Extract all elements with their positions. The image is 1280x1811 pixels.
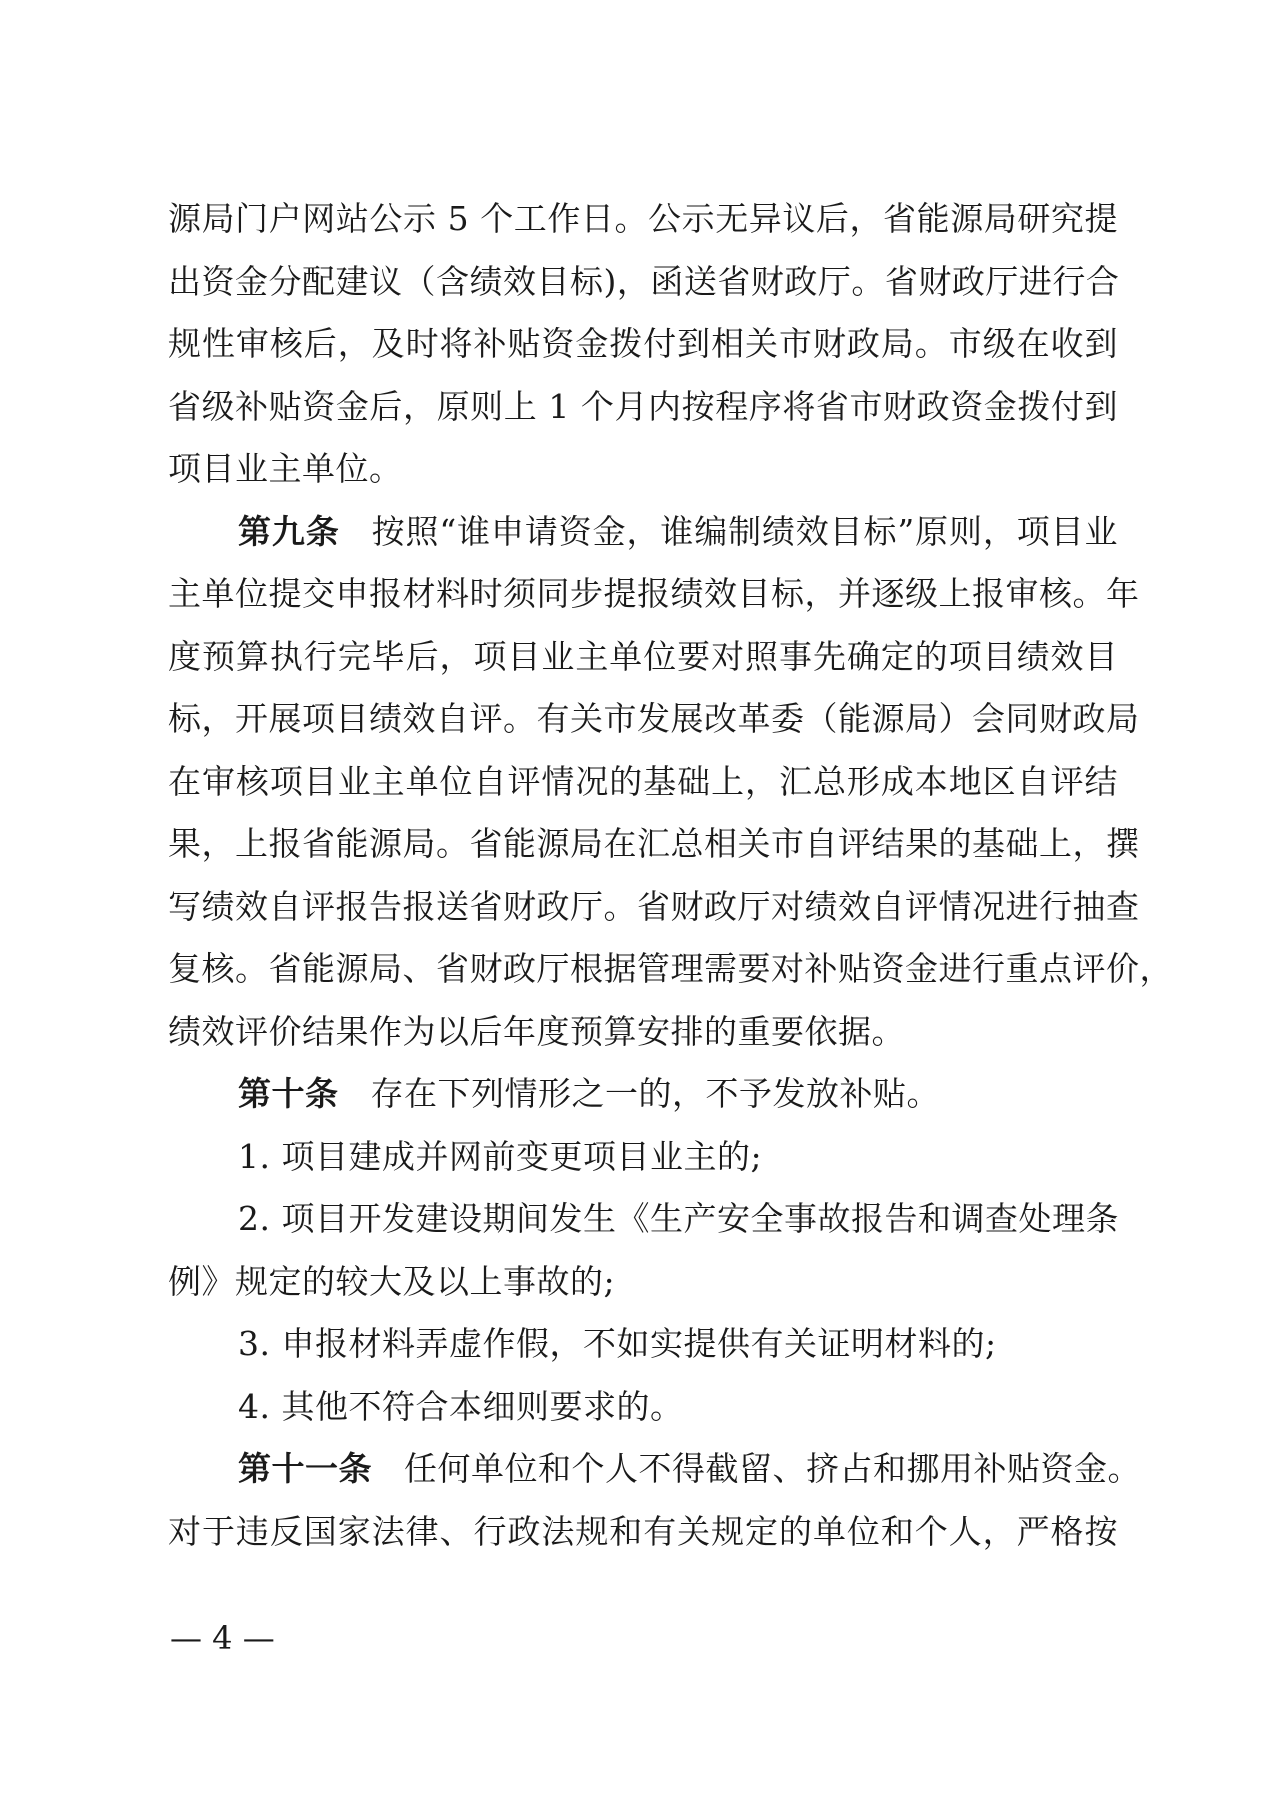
text-line bbox=[168, 1501, 1118, 1564]
line-text: 源局门户网站公示 5 个工作日。公示无异议后，省能源局研究提 bbox=[168, 199, 1118, 238]
text-line bbox=[168, 938, 1173, 1001]
text-line bbox=[168, 501, 1118, 564]
line-text: 规性审核后，及时将补贴资金拨付到相关市财政局。市级在收到 bbox=[168, 324, 1118, 363]
text-line bbox=[168, 1001, 1118, 1064]
line-text: 复核。省能源局、省财政厅根据管理需要对补贴资金进行重点评价， bbox=[168, 949, 1173, 988]
line-text: 3. 申报材料弄虚作假，不如实提供有关证明材料的; bbox=[238, 1324, 997, 1363]
text-line bbox=[168, 1438, 1141, 1501]
line-text: 度预算执行完毕后，项目业主单位要对照事先确定的项目绩效目 bbox=[168, 636, 1118, 676]
document-body bbox=[168, 188, 1173, 1563]
article-number: 第十一条 bbox=[238, 1449, 372, 1488]
line-text: 主单位提交申报材料时须同步提报绩效目标，并逐级上报审核。年 bbox=[168, 574, 1140, 613]
text-line bbox=[168, 251, 1118, 314]
line-text: 项目业主单位。 bbox=[168, 449, 403, 488]
text-line bbox=[168, 1313, 1118, 1376]
text-line bbox=[168, 1376, 1118, 1439]
line-text: 2. 项目开发建设期间发生《生产安全事故报告和调查处理条 bbox=[238, 1199, 1119, 1238]
text-line bbox=[168, 376, 1118, 439]
text-line bbox=[168, 876, 1140, 939]
text-line bbox=[168, 1126, 1118, 1189]
text-line bbox=[168, 813, 1140, 876]
line-text: 写绩效自评报告报送省财政厅。省财政厅对绩效自评情况进行抽查 bbox=[168, 886, 1140, 926]
line-text: 出资金分配建议（含绩效目标)，函送省财政厅。省财政厅进行合 bbox=[168, 261, 1120, 301]
line-text: 1. 项目建成并网前变更项目业主的; bbox=[238, 1136, 763, 1176]
text-line bbox=[168, 751, 1118, 814]
line-text: 在审核项目业主单位自评情况的基础上，汇总形成本地区自评结 bbox=[168, 761, 1118, 801]
line-text: 果，上报省能源局。省能源局在汇总相关市自评结果的基础上，撰 bbox=[168, 824, 1140, 863]
text-line bbox=[168, 1063, 1118, 1126]
text-line bbox=[168, 688, 1140, 751]
article-number: 第九条 bbox=[238, 511, 340, 551]
line-text: 4. 其他不符合本细则要求的。 bbox=[238, 1386, 684, 1426]
line-text: 标，开展项目绩效自评。有关市发展改革委（能源局）会同财政局 bbox=[168, 699, 1140, 738]
line-text: 对于违反国家法律、行政法规和有关规定的单位和个人，严格按 bbox=[168, 1511, 1118, 1551]
page-number: — 4 — bbox=[170, 1619, 275, 1657]
line-text: 按照“谁申请资金，谁编制绩效目标”原则，项目业 bbox=[371, 511, 1119, 551]
article-number: 第十条 bbox=[238, 1074, 339, 1113]
line-text: 任何单位和个人不得截留、挤占和挪用补贴资金。 bbox=[404, 1449, 1141, 1488]
text-line bbox=[168, 188, 1118, 251]
line-text: 绩效评价结果作为以后年度预算安排的重要依据。 bbox=[168, 1011, 905, 1051]
line-text: 省级补贴资金后，原则上 1 个月内按程序将省市财政资金拨付到 bbox=[168, 386, 1118, 426]
text-line bbox=[168, 313, 1118, 376]
text-line bbox=[168, 1188, 1118, 1251]
text-line bbox=[168, 626, 1118, 689]
line-text: 存在下列情形之一的，不予发放补贴。 bbox=[370, 1074, 940, 1113]
line-text: 例》规定的较大及以上事故的; bbox=[168, 1261, 616, 1301]
text-line bbox=[168, 563, 1140, 626]
text-line bbox=[168, 1251, 1118, 1314]
text-line bbox=[168, 438, 1118, 501]
